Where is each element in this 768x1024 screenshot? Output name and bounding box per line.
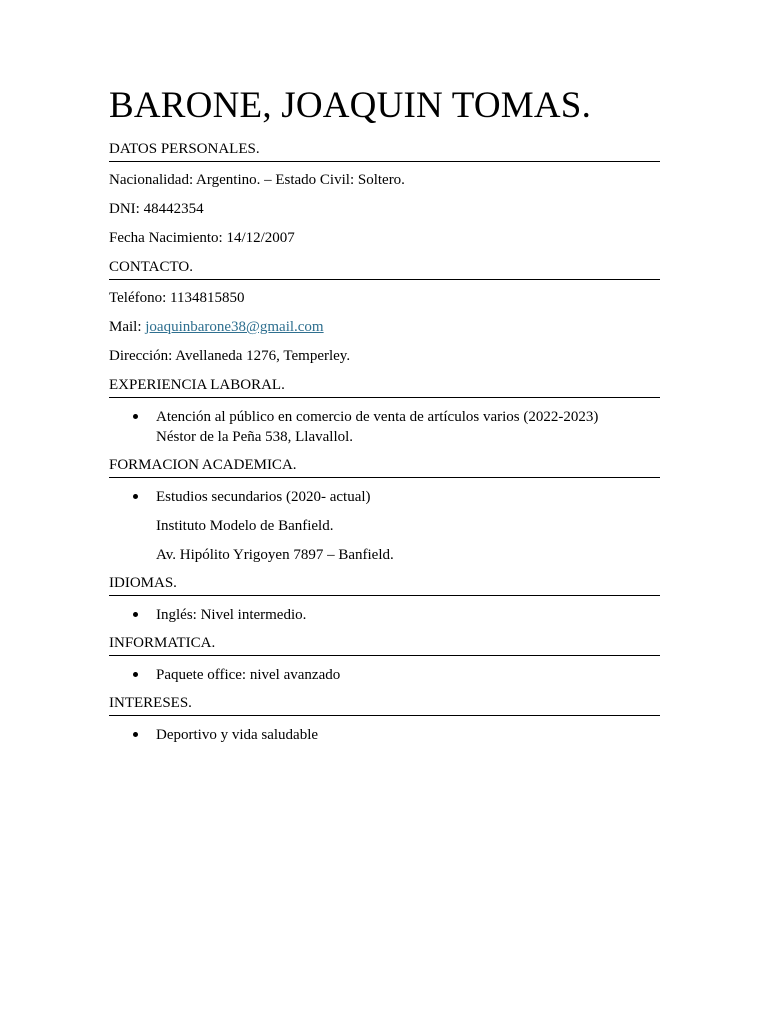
experiencia-line-1: Atención al público en comercio de venta de artículos varios (2022-2023) <box>156 409 599 425</box>
section-heading-idiomas: IDIOMAS. <box>109 574 660 596</box>
intereses-item: Deportivo y vida saludable <box>156 727 319 743</box>
experiencia-list <box>109 407 660 447</box>
list-item <box>109 487 660 507</box>
bullet-icon <box>133 414 138 419</box>
direccion-line: Dirección: Avellaneda 1276, Temperley. <box>109 348 351 364</box>
mail-line <box>109 318 660 336</box>
bullet-icon <box>133 732 138 737</box>
experiencia-line-2: Néstor de la Peña 538, Llavallol. <box>156 429 354 445</box>
informatica-item: Paquete office: nivel avanzado <box>156 667 341 683</box>
section-heading-personales: DATOS PERSONALES. <box>109 140 660 162</box>
formacion-direccion: Av. Hipólito Yrigoyen 7897 – Banfield. <box>156 547 394 563</box>
idiomas-list <box>109 605 660 625</box>
mail-label: Mail: <box>109 319 146 335</box>
intereses-list <box>109 725 660 745</box>
bullet-icon <box>133 672 138 677</box>
list-item <box>109 407 660 447</box>
section-heading-intereses: INTERESES. <box>109 694 660 716</box>
formacion-institucion: Instituto Modelo de Banfield. <box>156 518 334 534</box>
formacion-list <box>109 487 660 507</box>
bullet-icon <box>133 494 138 499</box>
list-item <box>109 605 660 625</box>
list-item <box>109 665 660 685</box>
nacimiento-line: Fecha Nacimiento: 14/12/2007 <box>109 230 295 246</box>
section-heading-experiencia: EXPERIENCIA LABORAL. <box>109 376 660 398</box>
resume-page <box>109 86 660 754</box>
bullet-icon <box>133 612 138 617</box>
telefono-line: Teléfono: 1134815850 <box>109 290 245 306</box>
section-heading-formacion: FORMACION ACADEMICA. <box>109 456 660 478</box>
formacion-item: Estudios secundarios (2020- actual) <box>156 489 371 505</box>
email-link[interactable]: joaquinbarone38@gmail.com <box>145 319 324 335</box>
idiomas-item: Inglés: Nivel intermedio. <box>156 607 307 623</box>
resume-name: BARONE, JOAQUIN TOMAS. <box>109 85 592 126</box>
list-item <box>109 725 660 745</box>
informatica-list <box>109 665 660 685</box>
nacionalidad-line: Nacionalidad: Argentino. – Estado Civil: Soltero. <box>109 172 405 188</box>
section-heading-informatica: INFORMATICA. <box>109 634 660 656</box>
dni-line: DNI: 48442354 <box>109 201 204 217</box>
section-heading-contacto: CONTACTO. <box>109 258 660 280</box>
